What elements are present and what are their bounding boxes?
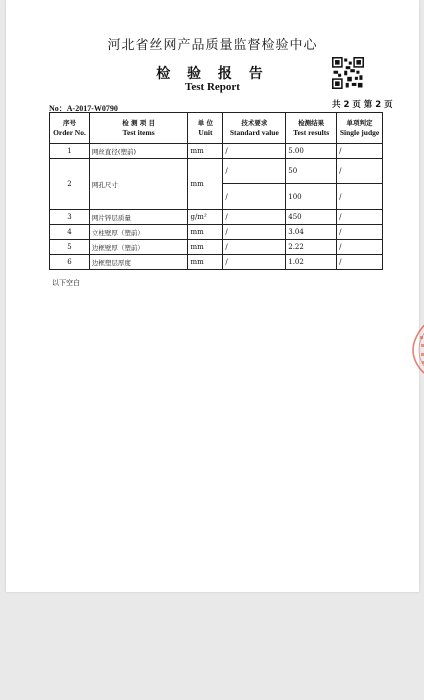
table-row: 6 边框塑层厚度 mm / 1.02 /	[50, 255, 383, 270]
report-title-en: Test Report	[185, 81, 240, 93]
col-header-order: 序号 Order No.	[50, 113, 90, 144]
table-row: / 100 /	[50, 184, 383, 210]
table-row: 5 边框壁厚（塑前） mm / 2.22 /	[50, 240, 383, 255]
table-row: 1 网丝直径(塑前) mm / 5.00 /	[50, 144, 383, 159]
table-row: 3 网片锌层质量 g/m² / 450 /	[50, 210, 383, 225]
col-header-unit: 单 位 Unit	[188, 113, 223, 144]
col-header-items: 检 测 项 目 Test items	[89, 113, 188, 144]
org-title: 河北省丝网产品质量监督检验中心	[107, 38, 318, 53]
col-header-standard: 技术要求 Standard value	[223, 113, 286, 144]
report-number: No：A-2017-W0790	[49, 104, 118, 113]
red-seal-stamp	[410, 320, 424, 378]
qr-code-icon	[332, 57, 364, 89]
table-row: 4 立柱壁厚（塑前） mm / 3.04 /	[50, 225, 383, 240]
report-title-cn: 检 验 报 告	[156, 66, 269, 82]
col-header-results: 检测结果 Test results	[286, 113, 337, 144]
blank-below-note: 以下空白	[52, 279, 80, 287]
col-header-judge: 单项判定 Single judge	[337, 113, 383, 144]
report-page	[6, 0, 419, 592]
table-row: 2 网孔尺寸 mm / 50 /	[50, 159, 383, 184]
page-count: 共 2 页 第 2 页	[332, 100, 393, 110]
results-table	[49, 112, 383, 270]
